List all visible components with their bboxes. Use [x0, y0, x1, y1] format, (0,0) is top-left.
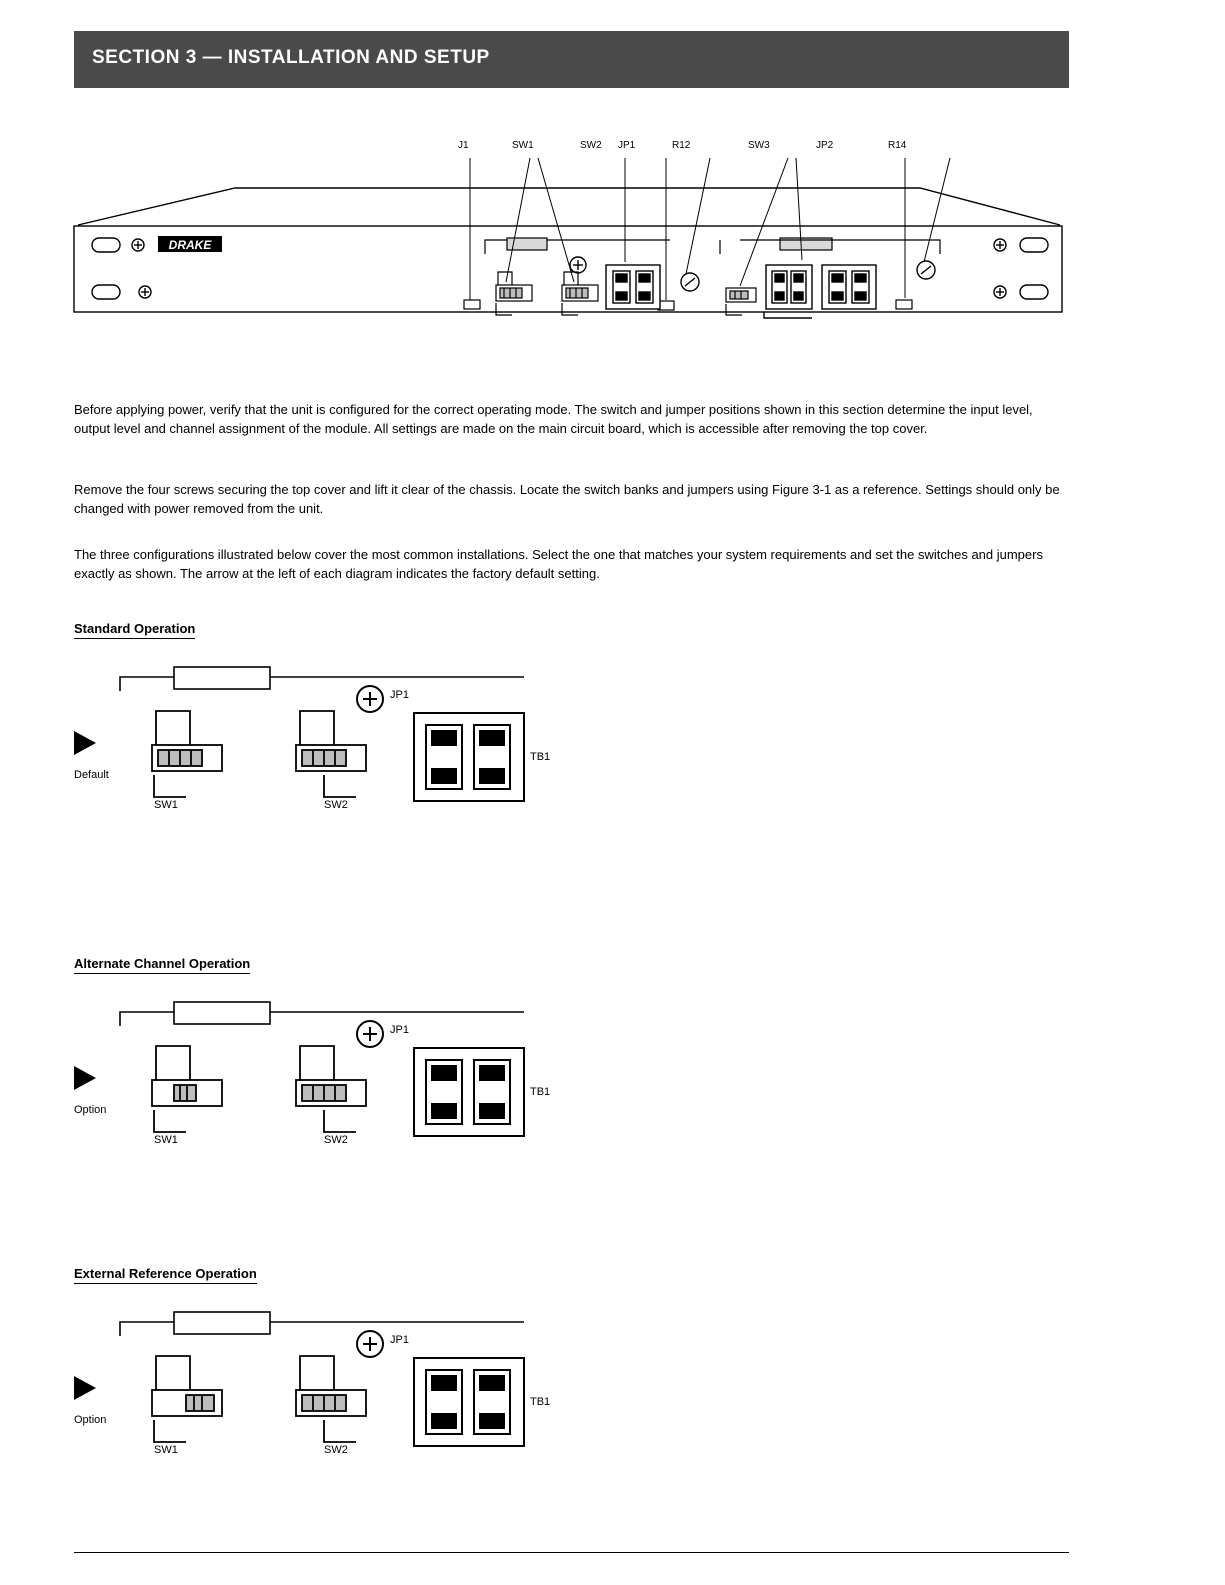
section-a-note-block: TB1	[530, 751, 551, 763]
section-b-note-block: TB1	[530, 1086, 551, 1098]
section-a-note-switch2: SW2	[324, 799, 348, 811]
section-b-terminal-block	[414, 1048, 524, 1136]
section-c-note-switch1: SW1	[154, 1444, 178, 1456]
callout-sw2: SW2	[580, 140, 602, 151]
section-b-note-jumper: JP1	[390, 1024, 409, 1036]
section-c-default-arrow	[74, 1376, 96, 1400]
panel-switch-2	[562, 272, 598, 315]
section-b-note-switch1: SW1	[154, 1134, 178, 1146]
setting-section-b	[74, 955, 694, 1146]
section-b-note-left: Option	[74, 1104, 107, 1116]
front-panel-drawing	[60, 140, 1100, 355]
section-b-diagram	[74, 986, 694, 1146]
callout-r14: R14	[888, 140, 907, 151]
section-b-note-switch2: SW2	[324, 1134, 348, 1146]
svg-text:DRAKE: DRAKE	[168, 238, 212, 252]
intro-paragraph-2: Remove the four screws securing the top cover and lift it clear of the chassis. Locate the switch banks and jumpers using Figure 3-1 as a reference. Settings should only be changed with power removed from the unit.	[74, 482, 1060, 516]
callout-r12: R12	[672, 140, 691, 151]
section-c-diagram	[74, 1296, 694, 1456]
section-c-note-block: TB1	[530, 1396, 551, 1408]
section-a-diagram	[74, 651, 694, 811]
callout-j1: J1	[458, 140, 469, 151]
section-c-note-jumper: JP1	[390, 1334, 409, 1346]
section-header-title: SECTION 3 — INSTALLATION AND SETUP	[92, 47, 490, 68]
section-b-default-arrow	[74, 1066, 96, 1090]
intro-paragraph-1: Before applying power, verify that the unit is configured for the correct operating mode. The switch and jumper positions shown in this section determine the input level, output level and channel assignment of the module. All settings are made on the main circuit board, which is accessible after removing the top cover.	[74, 402, 1033, 436]
setting-section-a	[74, 620, 694, 811]
setting-section-c	[74, 1265, 694, 1456]
panel-trimmer-1	[681, 273, 699, 291]
section-b-title: Alternate Channel Operation	[74, 956, 250, 974]
panel-terminal-block-3	[822, 265, 876, 309]
panel-switch-1	[496, 272, 532, 315]
callout-jp1: JP1	[618, 140, 636, 151]
footer-divider	[74, 1552, 1069, 1553]
panel-terminal-block-2	[764, 265, 812, 318]
section-a-note-jumper: JP1	[390, 689, 409, 701]
callout-sw1: SW1	[512, 140, 534, 151]
front-panel-figure	[60, 140, 1100, 355]
brand-logo	[158, 236, 222, 252]
section-header-bar	[74, 31, 1069, 88]
section-a-terminal-block	[414, 713, 524, 801]
section-a-note-switch1: SW1	[154, 799, 178, 811]
section-c-terminal-block	[414, 1358, 524, 1446]
panel-terminal-block-1	[606, 265, 660, 309]
panel-trimmer-2	[917, 261, 935, 279]
section-a-title: Standard Operation	[74, 621, 195, 639]
section-a-default-arrow	[74, 731, 96, 755]
callout-sw3: SW3	[748, 140, 770, 151]
intro-paragraph-3: The three configurations illustrated below cover the most common installations. Select the one that matches your system requirements and set the switches and jumpers exactly as shown. The arrow at the left of each diagram indicates the factory default setting.	[74, 547, 1043, 581]
section-a-drawing	[74, 651, 634, 811]
section-b-drawing	[74, 986, 634, 1146]
section-a-note-left: Default	[74, 769, 109, 781]
section-c-note-left: Option	[74, 1414, 107, 1426]
section-c-note-switch2: SW2	[324, 1444, 348, 1456]
section-c-drawing	[74, 1296, 634, 1456]
callout-jp2: JP2	[816, 140, 834, 151]
section-c-title: External Reference Operation	[74, 1266, 257, 1284]
panel-switch-3	[726, 288, 756, 315]
